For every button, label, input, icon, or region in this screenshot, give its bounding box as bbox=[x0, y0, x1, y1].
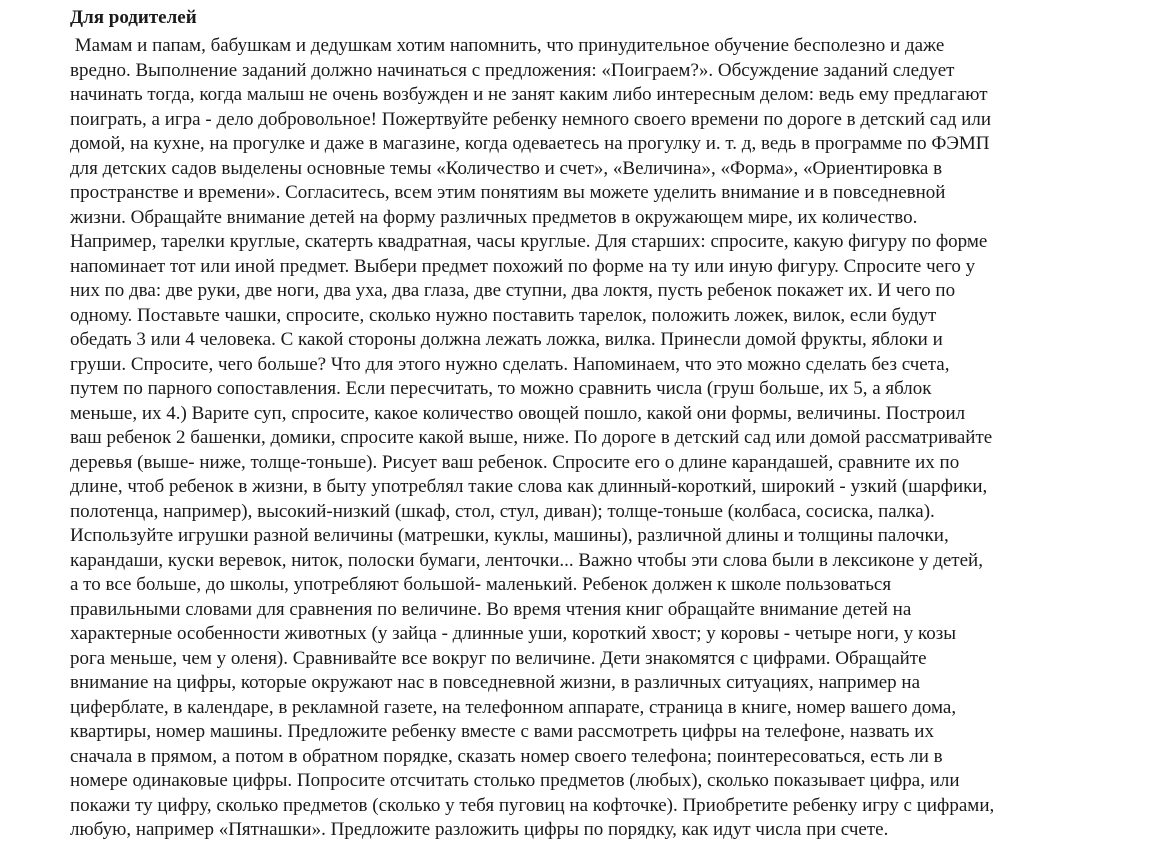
text-line: для детских садов выделены основные темы «Количество и счет», «Величина», «Форма», «Ориентировка в bbox=[70, 157, 943, 179]
text-line: Используйте игрушки разной величины (матрешки, куклы, машины), различной длины и толщины палочки, bbox=[70, 525, 949, 546]
document-body bbox=[70, 34, 1090, 843]
text-line: карандаши, куски веревок, ниток, полоски бумаги, ленточки... Важно чтобы эти слова были в лексиконе у детей, bbox=[70, 549, 983, 571]
text-line: поиграть, а игра - дело добровольное! Пожертвуйте ребенку немного своего времени по дороге в детский сад или bbox=[70, 108, 992, 130]
text-line: напоминает тот или иной предмет. Выбери предмет похожий по форме на ту или иную фигуру. Спросите чего у bbox=[70, 255, 976, 277]
text-line: циферблате, в календаре, в рекламной газете, на телефонном аппарате, страница в книге, номер вашего дома, bbox=[70, 696, 957, 718]
text-line: ваш ребенок 2 башенки, домики, спросите какой выше, ниже. По дороге в детский сад или домой рассматривайте bbox=[70, 427, 993, 448]
text-line: характерные особенности животных (у зайца - длинные уши, короткий хвост; у коровы - четыре ноги, у козы bbox=[70, 623, 957, 644]
text-line: длине, чтоб ребенок в жизни, в быту употреблял такие слова как длинный-короткий, широкий - узкий (шарфики, bbox=[70, 476, 988, 497]
text-line: деревья (выше- ниже, толще-тоньше). Рисует ваш ребенок. Спросите его о длине карандашей, сравните их по bbox=[70, 451, 960, 473]
text-line: груши. Спросите, чего больше? Что для этого нужно сделать. Напоминаем, что это можно сделать без счета, bbox=[70, 353, 950, 375]
text-line: квартиры, номер машины. Предложите ребенку вместе с вами рассмотреть цифры на телефоне, назвать их bbox=[70, 721, 934, 742]
text-line: правильными словами для сравнения по величине. Во время чтения книг обращайте внимание детей на bbox=[70, 598, 912, 620]
text-line: вредно. Выполнение заданий должно начинаться с предложения: «Поиграем?». Обсуждение заданий следует bbox=[70, 59, 955, 81]
text-line: сначала в прямом, а потом в обратном порядке, сказать номер своего телефона; поинтересоваться, есть ли в bbox=[70, 745, 943, 767]
text-line: покажи ту цифру, сколько предметов (сколько у тебя пуговиц на кофточке). Приобретите ребенку игру с цифрами, bbox=[70, 794, 995, 816]
text-line: них по два: две руки, две ноги, два уха, два глаза, две ступни, два локтя, пусть ребенок покажет их. И чего по bbox=[70, 280, 956, 301]
text-line: Мамам и папам, бабушкам и дедушкам хотим напомнить, что принудительное обучение бесполезно и даже bbox=[70, 35, 945, 56]
text-line: внимание на цифры, которые окружают нас в повседневной жизни, в различных ситуациях, например на bbox=[70, 672, 921, 693]
text-line: одному. Поставьте чашки, спросите, сколько нужно поставить тарелок, положить ложек, вилок, если будут bbox=[70, 304, 937, 326]
text-line: жизни. Обращайте внимание детей на форму различных предметов в окружающем мире, их количество. bbox=[70, 206, 918, 228]
text-line: Например, тарелки круглые, скатерть квадратная, часы круглые. Для старших: спросите, какую фигуру по форме bbox=[70, 231, 988, 252]
text-line: начинать тогда, когда малыш не очень возбужден и не занят каким либо интересным делом: ведь ему предлагают bbox=[70, 84, 988, 105]
text-line: номере одинаковые цифры. Попросите отсчитать столько предметов (любых), сколько показывает цифра, или bbox=[70, 770, 960, 791]
text-line: полотенца, например), высокий-низкий (шкаф, стол, стул, диван); толще-тоньше (колбаса, сосиска, палка). bbox=[70, 500, 935, 522]
document-title: Для родителей bbox=[70, 7, 197, 28]
text-line: меньше, их 4.) Варите суп, спросите, какое количество овощей пошло, какой они формы, величины. Построил bbox=[70, 402, 966, 424]
text-line: рога меньше, чем у оленя). Сравнивайте все вокруг по величине. Дети знакомятся с цифрами. Обращайте bbox=[70, 647, 927, 669]
text-line: обедать 3 или 4 человека. С какой стороны должна лежать ложка, вилка. Принесли домой фрукты, яблоки и bbox=[70, 329, 943, 350]
text-line: а то все больше, до школы, употребляют большой- маленький. Ребенок должен к школе пользоваться bbox=[70, 574, 892, 595]
text-line: любую, например «Пятнашки». Предложите разложить цифры по порядку, как идут числа при счете. bbox=[70, 819, 889, 840]
text-line: домой, на кухне, на прогулке и даже в магазине, когда одеваетесь на прогулку и. т. д, ведь в программе по ФЭМП bbox=[70, 133, 990, 154]
text-line: пространстве и времени». Согласитесь, всем этим понятиям вы можете уделить внимание и в повседневной bbox=[70, 182, 946, 203]
text-line: путем по парного сопоставления. Если пересчитать, то можно сравнить числа (груш больше, их 5, а яблок bbox=[70, 378, 932, 399]
